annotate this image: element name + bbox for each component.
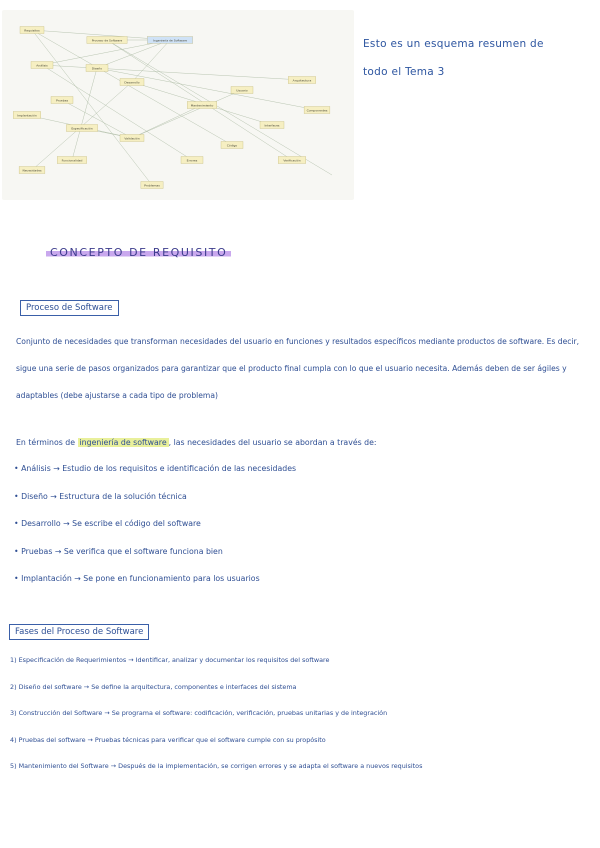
concept-link [97,40,170,68]
concept-node-label: Componentes [306,108,328,113]
intro-note [363,30,593,86]
concept-node-label: Interfaces [264,123,280,128]
list-item: 3) Construcción del Software → Se programa el software: codificación, verificación, pruebas unitarias y de integración [10,709,388,717]
concept-node-label: Usuario [236,88,248,93]
concept-node-label: Implantación [17,113,37,118]
list-item: • Diseño → Estructura de la solución técnica [14,491,187,501]
concept-link [107,40,332,175]
main-title: CONCEPTO DE REQUISITO [46,246,231,259]
concept-map-image [2,10,354,200]
concept-node-label: Errores [186,158,198,163]
concept-link [42,65,302,80]
concept-link [32,30,152,185]
concept-node-label: Mantenimiento [190,103,214,108]
intro-line-1: Esto es un esquema resumen de [363,38,544,50]
engineering-intro-before: En términos de [16,438,76,447]
concept-node-label: Diseño [91,66,103,71]
concept-node-label: Funcionalidad [61,158,83,163]
list-item: 1) Especificación de Requerimientos → Identificar, analizar y documentar los requisitos del software [10,656,330,664]
list-item: 2) Diseño del software → Se define la arquitectura, componentes e interfaces del sistema [10,682,297,691]
concept-node-label: Necesidades [22,168,42,173]
concept-node-label: Código [226,143,238,148]
section-title-proceso: Proceso de Software [20,300,119,316]
list-item: 5) Mantenimiento del Software → Después de la implementación, se corrigen errores y se adapta el software a nuevos requisitos [10,762,423,770]
phases-list [10,656,422,789]
engineering-highlight: ingeniería de software [79,438,167,447]
intro-line-2: todo el Tema 3 [363,66,445,78]
concept-node-label: Desarrollo [124,80,140,85]
list-item: • Desarrollo → Se escribe el código del software [14,519,201,528]
concept-link [62,100,132,138]
concept-node-label: Arquitectura [292,78,312,83]
engineering-steps-list [14,464,296,602]
engineering-intro [16,438,594,447]
list-item: • Análisis → Estudio de los requisitos e identificación de las necesidades [14,464,297,473]
concept-link [72,68,97,160]
list-item: • Pruebas → Se verifica que el software funciona bien [14,546,223,556]
concept-node-label: Pruebas [55,98,69,103]
engineering-intro-after: , las necesidades del usuario se abordan a través de: [168,438,377,447]
list-item: 4) Pruebas del software → Pruebas técnicas para verificar que el software cumple con su propósito [10,735,326,744]
concept-node-label: Análisis [36,63,48,68]
list-item: • Implantación → Se pone en funcionamiento para los usuarios [14,574,260,583]
concept-node-label: Problemas [144,183,160,188]
definition-paragraph: Conjunto de necesidades que transforman necesidades del usuario en funciones y resultados específicos mediante productos de software. Es decir, sigue una serie de pasos organizados para garantizar que el producto final cumpla con lo que el usuario necesita. Además deben de ser ágiles y adaptables (debe ajustarse a cada tipo de problema) [16,337,580,400]
concept-node-label: Verificación [283,158,301,163]
concept-node-label: Validación [124,136,140,141]
section-title-fases: Fases del Proceso de Software [9,624,149,640]
concept-node-label: Requisitos [24,28,40,33]
concept-node-label: Ingeniería de Software [153,38,187,43]
concept-map-diagram [2,10,354,200]
concept-node-label: Especificación [71,126,93,131]
concept-node-label: Proceso de Software [91,38,123,43]
